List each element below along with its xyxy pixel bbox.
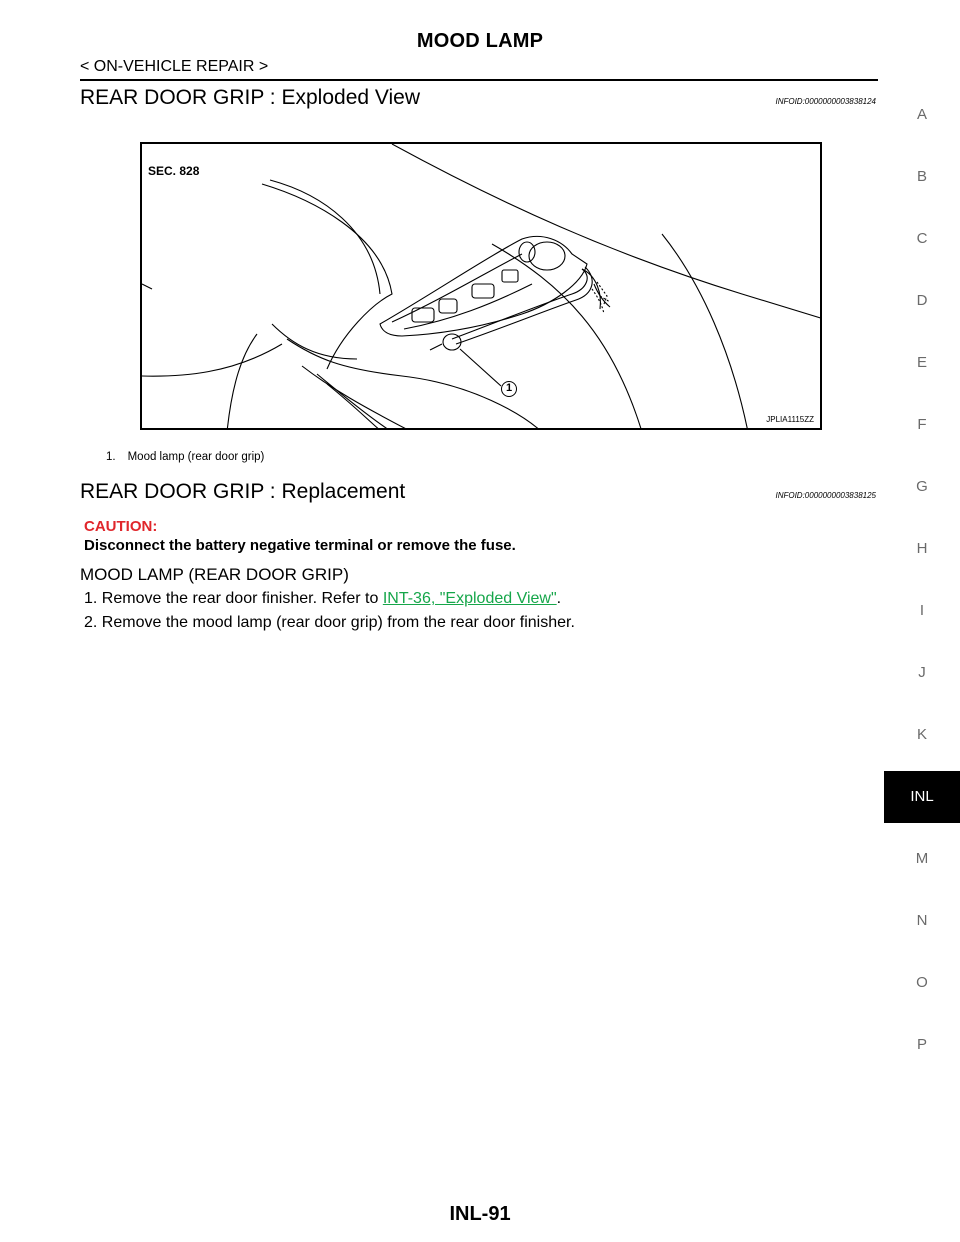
step-text-end: .	[556, 590, 562, 607]
info-id: INFOID:0000000003838125	[775, 491, 876, 500]
reference-link-int-36[interactable]: INT-36, "Exploded View"	[382, 590, 557, 607]
index-tab-inl-active[interactable]: INL	[884, 771, 960, 823]
door-grip-illustration	[142, 144, 822, 430]
figure-legend	[106, 451, 264, 463]
index-tab-f[interactable]: F	[917, 416, 927, 433]
procedure-subheading: MOOD LAMP (REAR DOOR GRIP)	[80, 565, 349, 584]
section-index-tabs	[884, 84, 960, 1076]
index-tab-i[interactable]: I	[919, 602, 925, 619]
index-tab-k[interactable]: K	[916, 726, 927, 743]
index-tab-p[interactable]: P	[916, 1036, 927, 1053]
index-tab-g[interactable]: G	[916, 478, 928, 495]
procedure-step	[84, 614, 575, 632]
legend-text: Mood lamp (rear door grip)	[127, 451, 265, 463]
step-number: 2.	[84, 614, 98, 631]
index-tab-b[interactable]: B	[916, 168, 927, 185]
header-divider	[80, 79, 878, 81]
index-tab-e[interactable]: E	[916, 354, 927, 371]
legend-number: 1.	[106, 451, 116, 463]
section-heading-replacement: REAR DOOR GRIP : Replacement	[80, 480, 406, 503]
section-heading-exploded-view: REAR DOOR GRIP : Exploded View	[80, 86, 421, 109]
index-tab-c[interactable]: C	[916, 230, 928, 247]
callout-1: 1	[501, 381, 517, 397]
index-tab-j[interactable]: J	[918, 664, 926, 681]
index-tab-m[interactable]: M	[915, 850, 929, 867]
page-title: MOOD LAMP	[416, 30, 544, 52]
caution-label: CAUTION:	[84, 518, 158, 535]
procedure-step	[84, 590, 561, 608]
step-text: Remove the rear door finisher. Refer to	[101, 590, 383, 607]
page-number: INL-91	[449, 1203, 511, 1225]
index-tab-o[interactable]: O	[916, 974, 928, 991]
figure-code: JPLIA1115ZZ	[766, 415, 814, 424]
index-tab-h[interactable]: H	[916, 540, 928, 557]
index-tab-d[interactable]: D	[916, 292, 928, 309]
index-tab-a[interactable]: A	[916, 106, 927, 123]
breadcrumb: < ON-VEHICLE REPAIR >	[80, 58, 269, 75]
section-label: SEC. 828	[148, 164, 200, 178]
step-text: Remove the mood lamp (rear door grip) from the rear door finisher.	[101, 614, 575, 631]
step-number: 1.	[84, 590, 98, 607]
info-id: INFOID:0000000003838124	[775, 97, 876, 106]
caution-text: Disconnect the battery negative terminal or remove the fuse.	[84, 537, 516, 554]
exploded-view-figure	[140, 142, 822, 430]
index-tab-n[interactable]: N	[916, 912, 928, 929]
